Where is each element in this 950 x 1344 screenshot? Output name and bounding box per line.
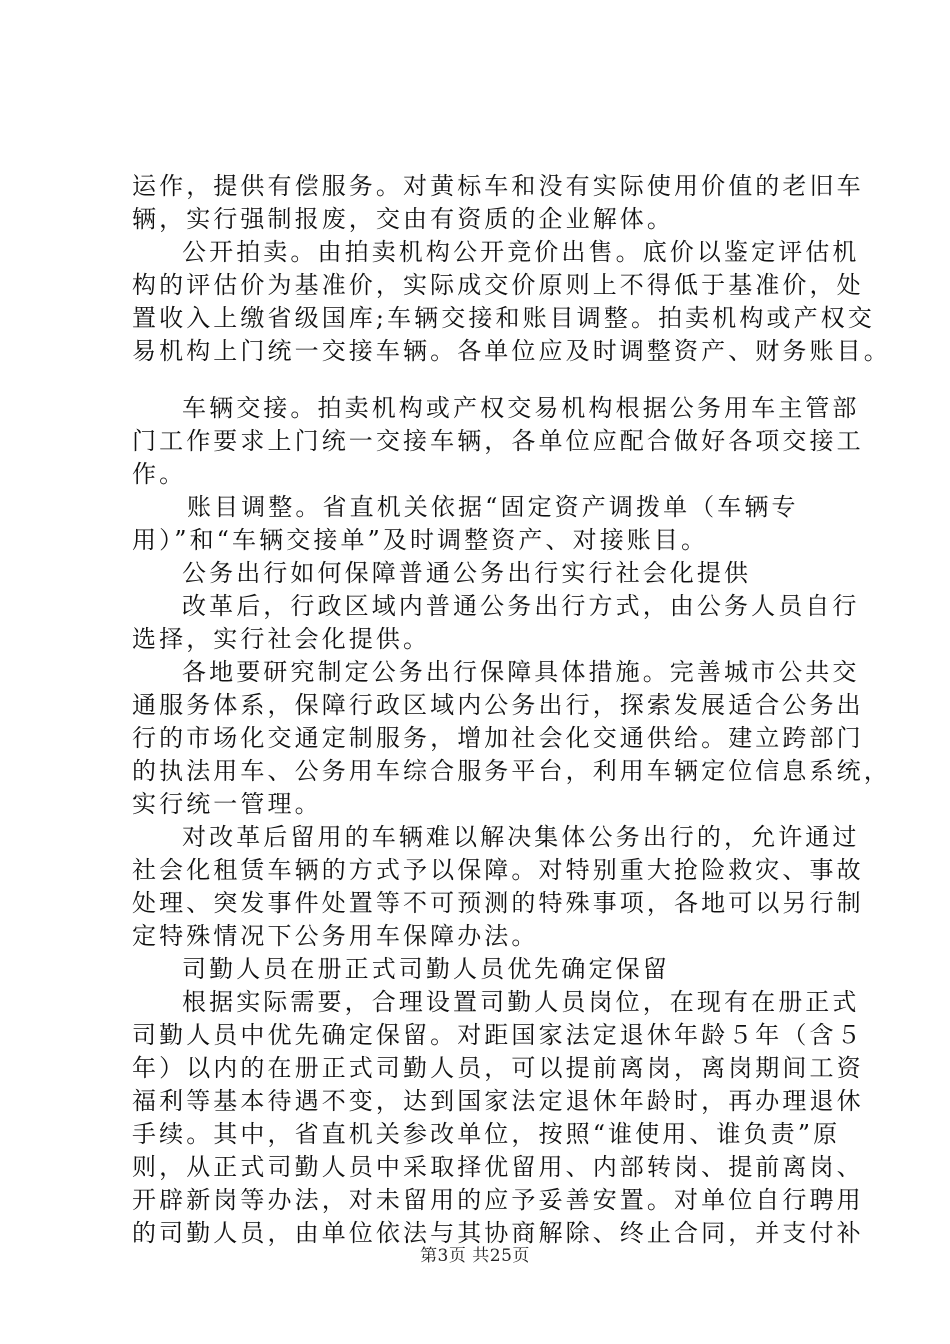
text-line: 各地要研究制定公务出行保障具体措施。完善城市公共交 (182, 658, 860, 686)
text-line: 用）”和“车辆交接单”及时调整资产、对接账目。 (132, 526, 709, 554)
text-line: 则，从正式司勤人员中采取择优留用、内部转岗、提前离岗、 (132, 1153, 864, 1181)
text-line: 年）以内的在册正式司勤人员，可以提前离岗，离岗期间工资 (132, 1054, 864, 1082)
text-line: 车辆交接。拍卖机构或产权交易机构根据公务用车主管部 (182, 394, 860, 422)
text-line: 手续。其中，省直机关参改单位，按照“谁使用、谁负责”原 (132, 1120, 841, 1148)
text-line: 对改革后留用的车辆难以解决集体公务出行的，允许通过 (182, 823, 860, 851)
text-line: 实行统一管理。 (132, 790, 322, 818)
text-line: 福利等基本待遇不变，达到国家法定退休年龄时，再办理退休 (132, 1087, 864, 1115)
text-line: 开辟新岗等办法，对未留用的应予妥善安置。对单位自行聘用 (132, 1186, 864, 1214)
text-line: 行的市场化交通定制服务，增加社会化交通供给。建立跨部门 (132, 724, 864, 752)
text-line: 作。 (132, 460, 187, 488)
text-line: 社会化租赁车辆的方式予以保障。对特别重大抢险救灾、事故 (132, 856, 864, 884)
text-line: 司勤人员中优先确定保留。对距国家法定退休年龄５年（含５ (132, 1021, 864, 1049)
text-line: 构的评估价为基准价，实际成交价原则上不得低于基准价，处 (132, 271, 864, 299)
section-heading: 公务出行如何保障普通公务出行实行社会化提供 (182, 559, 752, 587)
text-line: 改革后，行政区域内普通公务出行方式，由公务人员自行 (182, 592, 860, 620)
text-line: 处理、突发事件处置等不可预测的特殊事项，各地可以另行制 (132, 889, 864, 917)
text-line: 置收入上缴省级国库;车辆交接和账目调整。拍卖机构或产权交 (132, 304, 875, 332)
text-line: 门工作要求上门统一交接车辆，各单位应配合做好各项交接工 (132, 427, 864, 455)
section-heading: 司勤人员在册正式司勤人员优先确定保留 (182, 955, 670, 983)
paragraph-gap (132, 368, 832, 392)
document-body (132, 170, 891, 1250)
text-line: 公开拍卖。由拍卖机构公开竞价出售。底价以鉴定评估机 (182, 238, 860, 266)
text-line: 定特殊情况下公务用车保障办法。 (132, 922, 539, 950)
text-line: 选择，实行社会化提供。 (132, 625, 431, 653)
text-line: 通服务体系，保障行政区域内公务出行，探索发展适合公务出 (132, 691, 864, 719)
text-line: 运作，提供有偿服务。对黄标车和没有实际使用价值的老旧车 (132, 172, 864, 200)
text-line: 根据实际需要，合理设置司勤人员岗位，在现有在册正式 (182, 988, 860, 1016)
text-line: 账目调整。省直机关依据“固定资产调拨单（车辆专 (187, 493, 799, 521)
text-line: 的司勤人员，由单位依法与其协商解除、终止合同，并支付补 (132, 1219, 864, 1247)
text-line: 辆，实行强制报废，交由有资质的企业解体。 (132, 205, 674, 233)
text-line: 的执法用车、公务用车综合服务平台，利用车辆定位信息系统， (132, 757, 891, 785)
page-number-footer: 第3页 共25页 (420, 1246, 530, 1266)
text-line: 易机构上门统一交接车辆。各单位应及时调整资产、财务账目。 (132, 337, 891, 365)
